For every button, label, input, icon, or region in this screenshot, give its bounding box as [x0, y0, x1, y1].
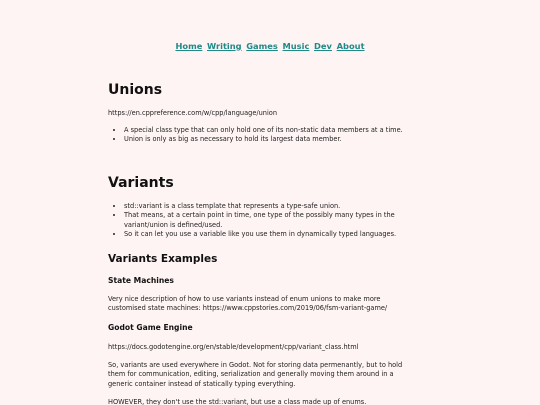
godot-docs-link: https://docs.godotengine.org/en/stable/development/cpp/variant_class.html	[108, 343, 359, 351]
nav-link-about[interactable]: About	[336, 41, 365, 51]
variants-list	[108, 202, 424, 240]
state-machines-heading: State Machines	[108, 276, 174, 285]
list-item: • A special class type that can only hold one of its non-static data members at a time.	[124, 126, 424, 135]
list-item: • So it can let you use a variable like you use them in dynamically typed languages.	[124, 230, 424, 239]
nav-link-games[interactable]: Games	[246, 41, 278, 51]
unions-heading: Unions	[108, 82, 163, 98]
unions-reference-link: https://en.cppreference.com/w/cpp/language/union	[108, 109, 278, 117]
state-machines-text: Very nice description of how to use variants instead of enum unions to make more customised state machines: https://www.cppstories.com/2019/06/fsm-variant-game/	[108, 295, 388, 313]
nav-link-writing[interactable]: Writing	[207, 41, 242, 51]
list-item: • std::variant is a class template that represents a type-safe union.	[124, 202, 424, 211]
nav-link-music[interactable]: Music	[282, 41, 310, 51]
main-nav	[0, 41, 540, 52]
nav-link-dev[interactable]: Dev	[314, 41, 332, 51]
nav-link-home[interactable]: Home	[175, 41, 203, 51]
list-item: • Union is only as big as necessary to hold its largest data member.	[124, 135, 424, 144]
godot-heading: Godot Game Engine	[108, 323, 193, 332]
godot-text-2: HOWEVER, they don't use the std::variant, but use a class made up of enums.	[108, 398, 367, 405]
list-item: • That means, at a certain point in time, one type of the possibly many types in the variant/union is defined/used.	[124, 211, 424, 230]
variants-heading: Variants	[108, 175, 174, 191]
godot-text: So, variants are used everywhere in Godot. Not for storing data permenantly, but to hold them for communication, editing, serialization and generally moving them around in a generic container instead of statically typing everything.	[108, 361, 403, 388]
variants-examples-heading: Variants Examples	[108, 253, 218, 265]
unions-list	[108, 126, 424, 145]
